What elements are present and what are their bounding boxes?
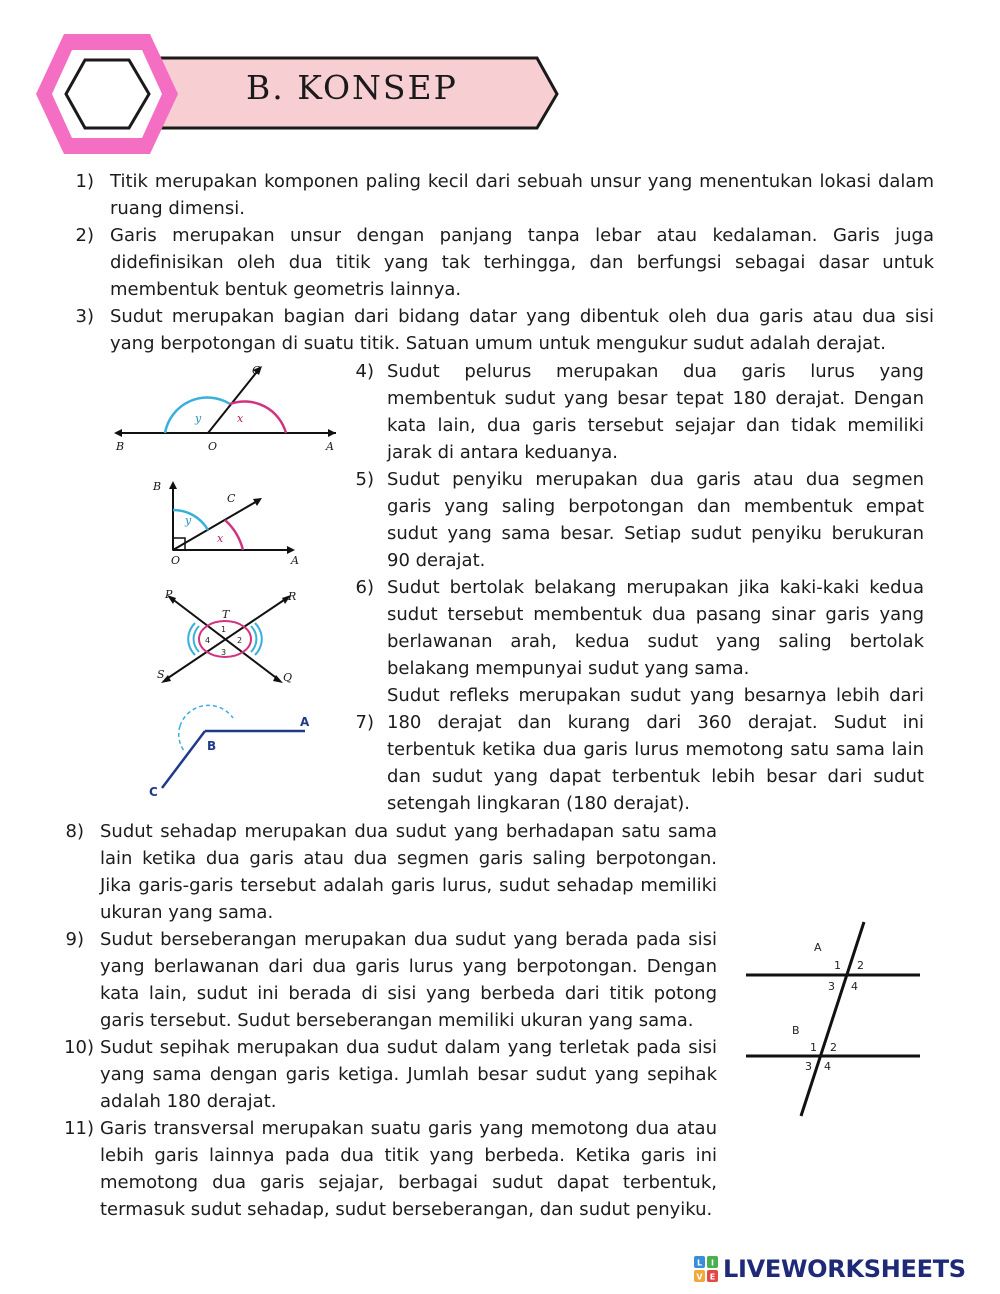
label-x: x [217,532,224,545]
header-banner-shape [0,0,1000,160]
straight-angle-diagram [110,360,340,455]
item-number: 6) [355,577,374,598]
list-item [70,303,934,357]
svg-text:I: I [711,1258,714,1268]
item-text: Garis merupakan unsur dengan panjang tanpa lebar atau kedalaman. Garis juga didefinisikan oleh dua titik yang tak terhingga, dan berfungsi sebagai dasar untuk membentuk bentuk geometris lainnya. [110,225,934,300]
item-text: Sudut bertolak belakang merupakan jika kaki-kaki kedua sudut tersebut membentuk dua pasang sinar garis yang berlawanan arah, kedua sudut yang saling bertolak belakang mempunyai sudut yang sama. [387,577,924,679]
label-c: C [149,785,158,799]
list-item [62,1034,717,1115]
label-a: A [300,715,310,729]
label-t: T [222,608,230,621]
angle-b2-label: 2 [830,1041,837,1054]
arrow-a-icon [328,429,336,437]
item-number: 1) [75,171,94,192]
angle-1-label: 1 [221,625,227,634]
angle-a3-label: 3 [828,980,835,993]
angle-x-arc [225,520,243,550]
label-r: R [288,590,297,603]
angle-3-label: 3 [221,648,227,657]
item-text: Titik merupakan komponen paling kecil dari sebuah unsur yang menentukan lokasi dalam ruang dimensi. [110,171,934,219]
item-number: 10) [64,1037,94,1058]
vertical-angles-diagram [155,586,305,691]
item-text: Sudut penyiku merupakan dua garis atau dua segmen garis yang saling berpotongan dan membentuk empat sudut yang sama besar. Setiap sudut penyiku berukuran 90 derajat. [387,469,924,571]
item-text: Sudut merupakan bagian dari bidang datar yang dibentuk oleh dua garis atau dua sisi yang berpotongan di suatu titik. Satuan umum untuk mengukur sudut adalah derajat. [110,306,934,354]
section-header [0,0,1000,160]
item-text: Garis transversal merupakan suatu garis yang memotong dua atau lebih garis lainnya pada dua titik yang berbeda. Ketika garis ini memotong dua garis sejajar, berbagai sudut dapat terbentuk, termasuk sudut sehadap, sudut berseberangan, dan sudut penyiku. [100,1118,717,1220]
label-b: B [116,440,125,453]
list-item [62,1115,717,1223]
liveworksheets-wordmark: LIVEWORKSHEETS [723,1255,966,1283]
ray-bc [162,731,205,788]
item-number: 5) [355,469,374,490]
hexagon-inner-icon [66,60,149,128]
item-text: Sudut pelurus merupakan dua garis lurus yang membentuk sudut yang besar tepat 180 derajat. Dengan kata lain, dua garis tersebut sejajar dan tidak memiliki jarak di antara keduanya. [387,361,924,463]
label-q: Q [283,671,293,684]
svg-text:E: E [709,1272,716,1282]
label-c: C [227,492,236,505]
item-text: Sudut berseberangan merupakan dua sudut yang berada pada sisi yang berlawanan dari dua garis lurus yang berpotongan. Dengan kata lain, sudut ini berada di sisi yang berbeda dari titik potong garis tersebut. Sudut berseberangan memiliki ukuran yang sama. [100,929,717,1031]
list-item [354,466,924,574]
label-y: y [195,412,202,425]
label-a: A [326,440,334,453]
list-item [62,926,717,1034]
label-b: B [207,739,217,753]
label-b: B [153,480,162,493]
label-x: x [237,412,244,425]
svg-text:V: V [696,1272,703,1282]
arrow-b-icon [114,429,122,437]
arrow-a-icon [287,546,295,554]
angle-b4-label: 4 [824,1060,831,1073]
arrow-b-icon [169,481,177,489]
svg-text:L: L [696,1258,703,1268]
label-o: O [208,440,218,453]
angle-a2-label: 2 [857,959,864,972]
transversal-line [801,922,864,1116]
item-text: Sudut sehadap merupakan dua sudut yang berhadapan satu sama lain ketika dua garis atau dua segmen garis saling berpotongan. Jika garis-garis tersebut adalah garis lurus, sudut sehadap memiliki ukuran yang sama. [100,821,717,923]
list-item [354,358,924,466]
liveworksheets-logo[interactable] [694,1252,990,1286]
label-o: O [171,554,181,567]
page-title: B. KONSEP [246,68,458,107]
transversal-diagram [742,918,924,1123]
right-angle-diagram [145,476,310,571]
item-number: 9) [65,929,84,950]
label-y: y [185,514,192,527]
ray-oc [208,368,260,433]
list-item [354,574,924,682]
label-a: A [291,554,299,567]
item-number: 2) [75,225,94,246]
item-number: 7) [355,712,374,733]
angle-b1-label: 1 [810,1041,817,1054]
list-item [70,168,934,222]
list-item [354,682,924,817]
reflex-arc-dashed-lower [179,726,185,752]
label-p: P [165,588,173,601]
angle-a1-label: 1 [834,959,841,972]
angle-2-label: 2 [237,636,243,645]
item-text: Sudut sepihak merupakan dua sudut dalam yang terletak pada sisi yang sama dengan garis ketiga. Jumlah besar sudut yang sepihak adalah 180 derajat. [100,1037,717,1112]
angle-a4-label: 4 [851,980,858,993]
item-number: 3) [75,306,94,327]
item-number: 4) [355,361,374,382]
label-s: S [157,668,165,681]
reflex-arc-dashed [180,705,233,726]
label-b: B [792,1024,800,1037]
list-item [62,818,717,926]
label-c: C [252,364,261,377]
angle-4-label: 4 [205,636,211,645]
item-text: Sudut refleks merupakan sudut yang besarnya lebih dari 180 derajat dan kurang dari 360 derajat. Sudut ini terbentuk ketika dua garis lurus memotong satu sama lain dan sudut yang dapat terbentuk lebih besar dari sudut setengah lingkaran (180 derajat). [387,685,924,814]
item-number: 8) [65,821,84,842]
item-number: 11) [64,1118,94,1139]
liveworksheets-logo-icon [694,1256,718,1282]
list-item [70,222,934,303]
label-a: A [814,941,822,954]
reflex-angle-diagram [145,704,320,804]
angle-b3-label: 3 [805,1060,812,1073]
